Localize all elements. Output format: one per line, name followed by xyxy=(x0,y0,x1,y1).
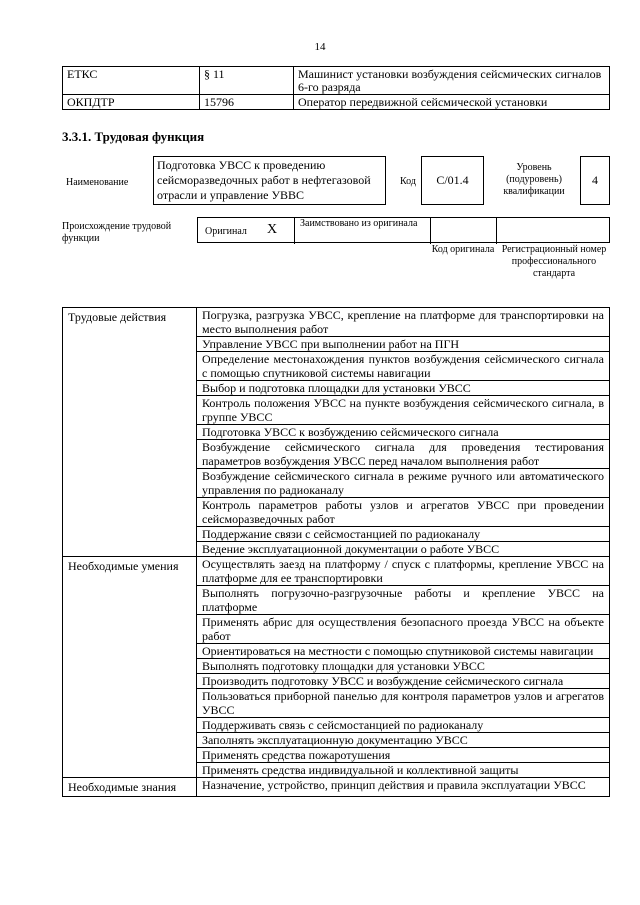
classifier-name: Машинист установки возбуждения сейсмических сигналов 6-го разряда xyxy=(294,67,610,95)
section-label: Необходимые умения xyxy=(63,557,197,778)
level-label: Уровень (подуровень) квалификации xyxy=(503,162,565,197)
borrowed-label: Заимствовано из оригинала xyxy=(300,218,418,229)
page-number: 14 xyxy=(314,41,326,53)
classifier-name: Оператор передвижной сейсмической установки xyxy=(294,95,610,110)
classifier-ref: § 11 xyxy=(200,67,294,95)
list-item: Производить подготовку УВСС и возбуждение сейсмического сигнала xyxy=(197,674,610,689)
list-item: Назначение, устройство, принцип действия и правила эксплуатации УВСС xyxy=(197,778,610,797)
list-item: Применять абрис для осуществления безопасного проезда УВСС на объекте работ xyxy=(197,615,610,644)
list-item: Поддержание связи с сейсмостанцией по радиоканалу xyxy=(197,527,610,542)
list-item: Подготовка УВСС к возбуждению сейсмического сигнала xyxy=(197,425,610,440)
table-row xyxy=(63,67,610,95)
table-row xyxy=(63,778,610,797)
section-title: 3.3.1. Трудовая функция xyxy=(62,129,205,144)
list-item: Ведение эксплуатационной документации о работе УВСС xyxy=(197,542,610,557)
function-code: C/01.4 xyxy=(421,156,484,205)
original-label: Оригинал xyxy=(205,226,247,237)
list-item: Ориентироваться на местности с помощью спутниковой системы навигации xyxy=(197,644,610,659)
list-item: Осуществлять заезд на платформу / спуск с платформы, крепление УВСС на платформе для ее транспортировки xyxy=(197,557,610,586)
section-label: Трудовые действия xyxy=(63,308,197,557)
original-mark: X xyxy=(267,222,278,237)
qualification-level: 4 xyxy=(580,156,610,205)
list-item: Определение местонахождения пунктов возбуждения сейсмического сигнала с помощью спутниковой системы навигации xyxy=(197,352,610,381)
list-item: Применять средства пожаротушения xyxy=(197,748,610,763)
list-item: Заполнять эксплуатационную документацию УВСС xyxy=(197,733,610,748)
list-item: Применять средства индивидуальной и коллективной защиты xyxy=(197,763,610,778)
classifier-code: ЕТКС xyxy=(63,67,200,95)
original-code-caption: Код оригинала xyxy=(431,244,495,255)
classifier-ref: 15796 xyxy=(200,95,294,110)
list-item: Поддерживать связь с сейсмостанцией по радиоканалу xyxy=(197,718,610,733)
list-item: Выполнять подготовку площадки для установки УВСС xyxy=(197,659,610,674)
name-label: Наименование xyxy=(66,177,129,188)
table-row xyxy=(63,308,610,337)
reference-table xyxy=(62,66,610,110)
registration-caption: Регистрационный номер профессионального стандарта xyxy=(501,244,607,279)
list-item: Управление УВСС при выполнении работ на ПГН xyxy=(197,337,610,352)
list-item: Возбуждение сейсмического сигнала в режиме ручного или автоматического управления по радиоканалу xyxy=(197,469,610,498)
list-item: Выполнять погрузочно-разгрузочные работы и крепление УВСС на платформе xyxy=(197,586,610,615)
list-item: Контроль положения УВСС на пункте возбуждения сейсмического сигнала, в группе УВСС xyxy=(197,396,610,425)
function-table xyxy=(62,307,610,797)
list-item: Пользоваться приборной панелью для контроля параметров узлов и агрегатов УВСС xyxy=(197,689,610,718)
code-label: Код xyxy=(400,176,416,187)
list-item: Погрузка, разгрузка УВСС, крепление на платформе для транспортировки на место выполнения работ xyxy=(197,308,610,337)
list-item: Контроль параметров работы узлов и агрегатов УВСС при проведении сейсморазведочных работ xyxy=(197,498,610,527)
section-label: Необходимые знания xyxy=(63,778,197,797)
origin-label: Происхождение трудовой функции xyxy=(62,221,172,244)
function-name: Подготовка УВСС к проведению сейсморазведочных работ в нефтегазовой отрасли и управление УВВС xyxy=(153,156,386,205)
list-item: Выбор и подготовка площадки для установки УВСС xyxy=(197,381,610,396)
classifier-code: ОКПДТР xyxy=(63,95,200,110)
table-row xyxy=(63,557,610,586)
table-row xyxy=(63,95,610,110)
list-item: Возбуждение сейсмического сигнала для проведения тестирования параметров возбуждения УВСС перед началом выполнения работ xyxy=(197,440,610,469)
